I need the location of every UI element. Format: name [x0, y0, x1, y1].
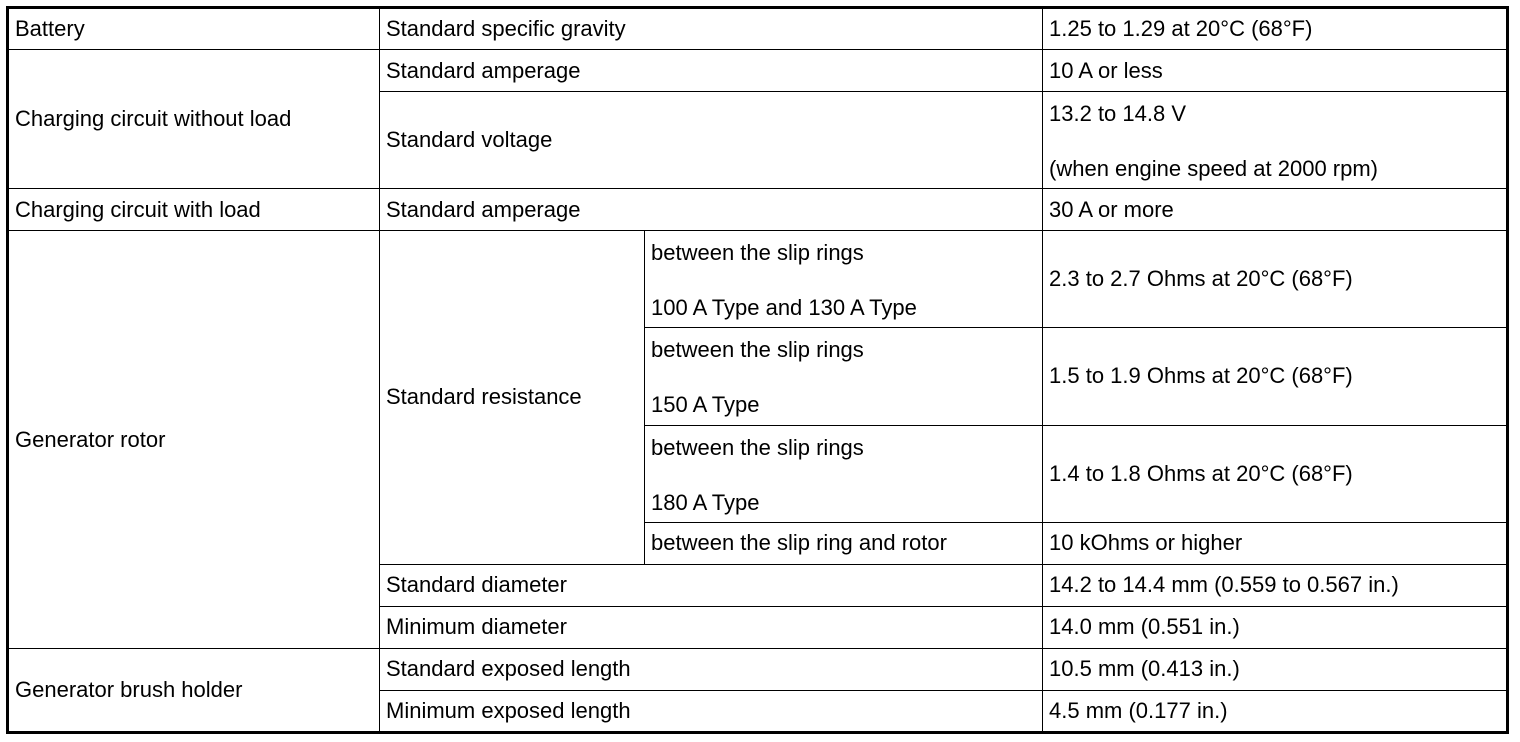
condition-line: between the slip rings: [651, 337, 864, 363]
condition-cell: [645, 231, 1043, 328]
spec-cell: Standard resistance: [380, 231, 645, 564]
value-cell: 2.3 to 2.7 Ohms at 20°C (68°F): [1043, 231, 1508, 328]
table-row: [8, 231, 1508, 328]
table-row: [8, 50, 1508, 92]
value-cell: 14.0 mm (0.551 in.): [1043, 606, 1508, 648]
value-cell: [1043, 92, 1508, 189]
condition-line: between the slip rings: [651, 240, 864, 266]
value-cell: 30 A or more: [1043, 189, 1508, 231]
item-cell: Generator rotor: [8, 231, 380, 649]
value-cell: 1.5 to 1.9 Ohms at 20°C (68°F): [1043, 328, 1508, 425]
spec-cell: Standard amperage: [380, 50, 1043, 92]
charging-system-spec-table: [6, 6, 1509, 734]
spec-cell: Standard exposed length: [380, 648, 1043, 690]
spec-cell: Standard amperage: [380, 189, 1043, 231]
value-cell: 14.2 to 14.4 mm (0.559 to 0.567 in.): [1043, 564, 1508, 606]
voltage-value: 13.2 to 14.8 V: [1049, 101, 1187, 127]
value-cell: 10 A or less: [1043, 50, 1508, 92]
item-cell: Generator brush holder: [8, 648, 380, 732]
spacer: [651, 363, 1036, 392]
condition-line: 100 A Type and 130 A Type: [651, 295, 917, 321]
condition-line: between the slip rings: [651, 434, 864, 460]
table-row: [8, 648, 1508, 690]
condition-line: 150 A Type: [651, 392, 760, 418]
spec-cell: Minimum diameter: [380, 606, 1043, 648]
spec-cell: Minimum exposed length: [380, 690, 1043, 732]
spec-cell: Standard voltage: [380, 92, 1043, 189]
spacer: [651, 266, 1036, 295]
condition-cell: [645, 328, 1043, 425]
condition-line: 180 A Type: [651, 489, 760, 515]
spec-cell: Standard specific gravity: [380, 8, 1043, 50]
value-cell: 10.5 mm (0.413 in.): [1043, 648, 1508, 690]
value-cell: 1.25 to 1.29 at 20°C (68°F): [1043, 8, 1508, 50]
voltage-note: (when engine speed at 2000 rpm): [1049, 156, 1379, 182]
table-row: [8, 8, 1508, 50]
condition-cell: [645, 425, 1043, 522]
table-row: [8, 189, 1508, 231]
condition-cell: between the slip ring and rotor: [645, 522, 1043, 564]
item-cell: Charging circuit without load: [8, 50, 380, 189]
item-cell: Battery: [8, 8, 380, 50]
value-cell: 10 kOhms or higher: [1043, 522, 1508, 564]
spacer: [1049, 127, 1500, 156]
value-cell: 4.5 mm (0.177 in.): [1043, 690, 1508, 732]
item-cell: Charging circuit with load: [8, 189, 380, 231]
spacer: [651, 461, 1036, 490]
spec-cell: Standard diameter: [380, 564, 1043, 606]
spec-table-container: [6, 6, 1509, 734]
value-cell: 1.4 to 1.8 Ohms at 20°C (68°F): [1043, 425, 1508, 522]
